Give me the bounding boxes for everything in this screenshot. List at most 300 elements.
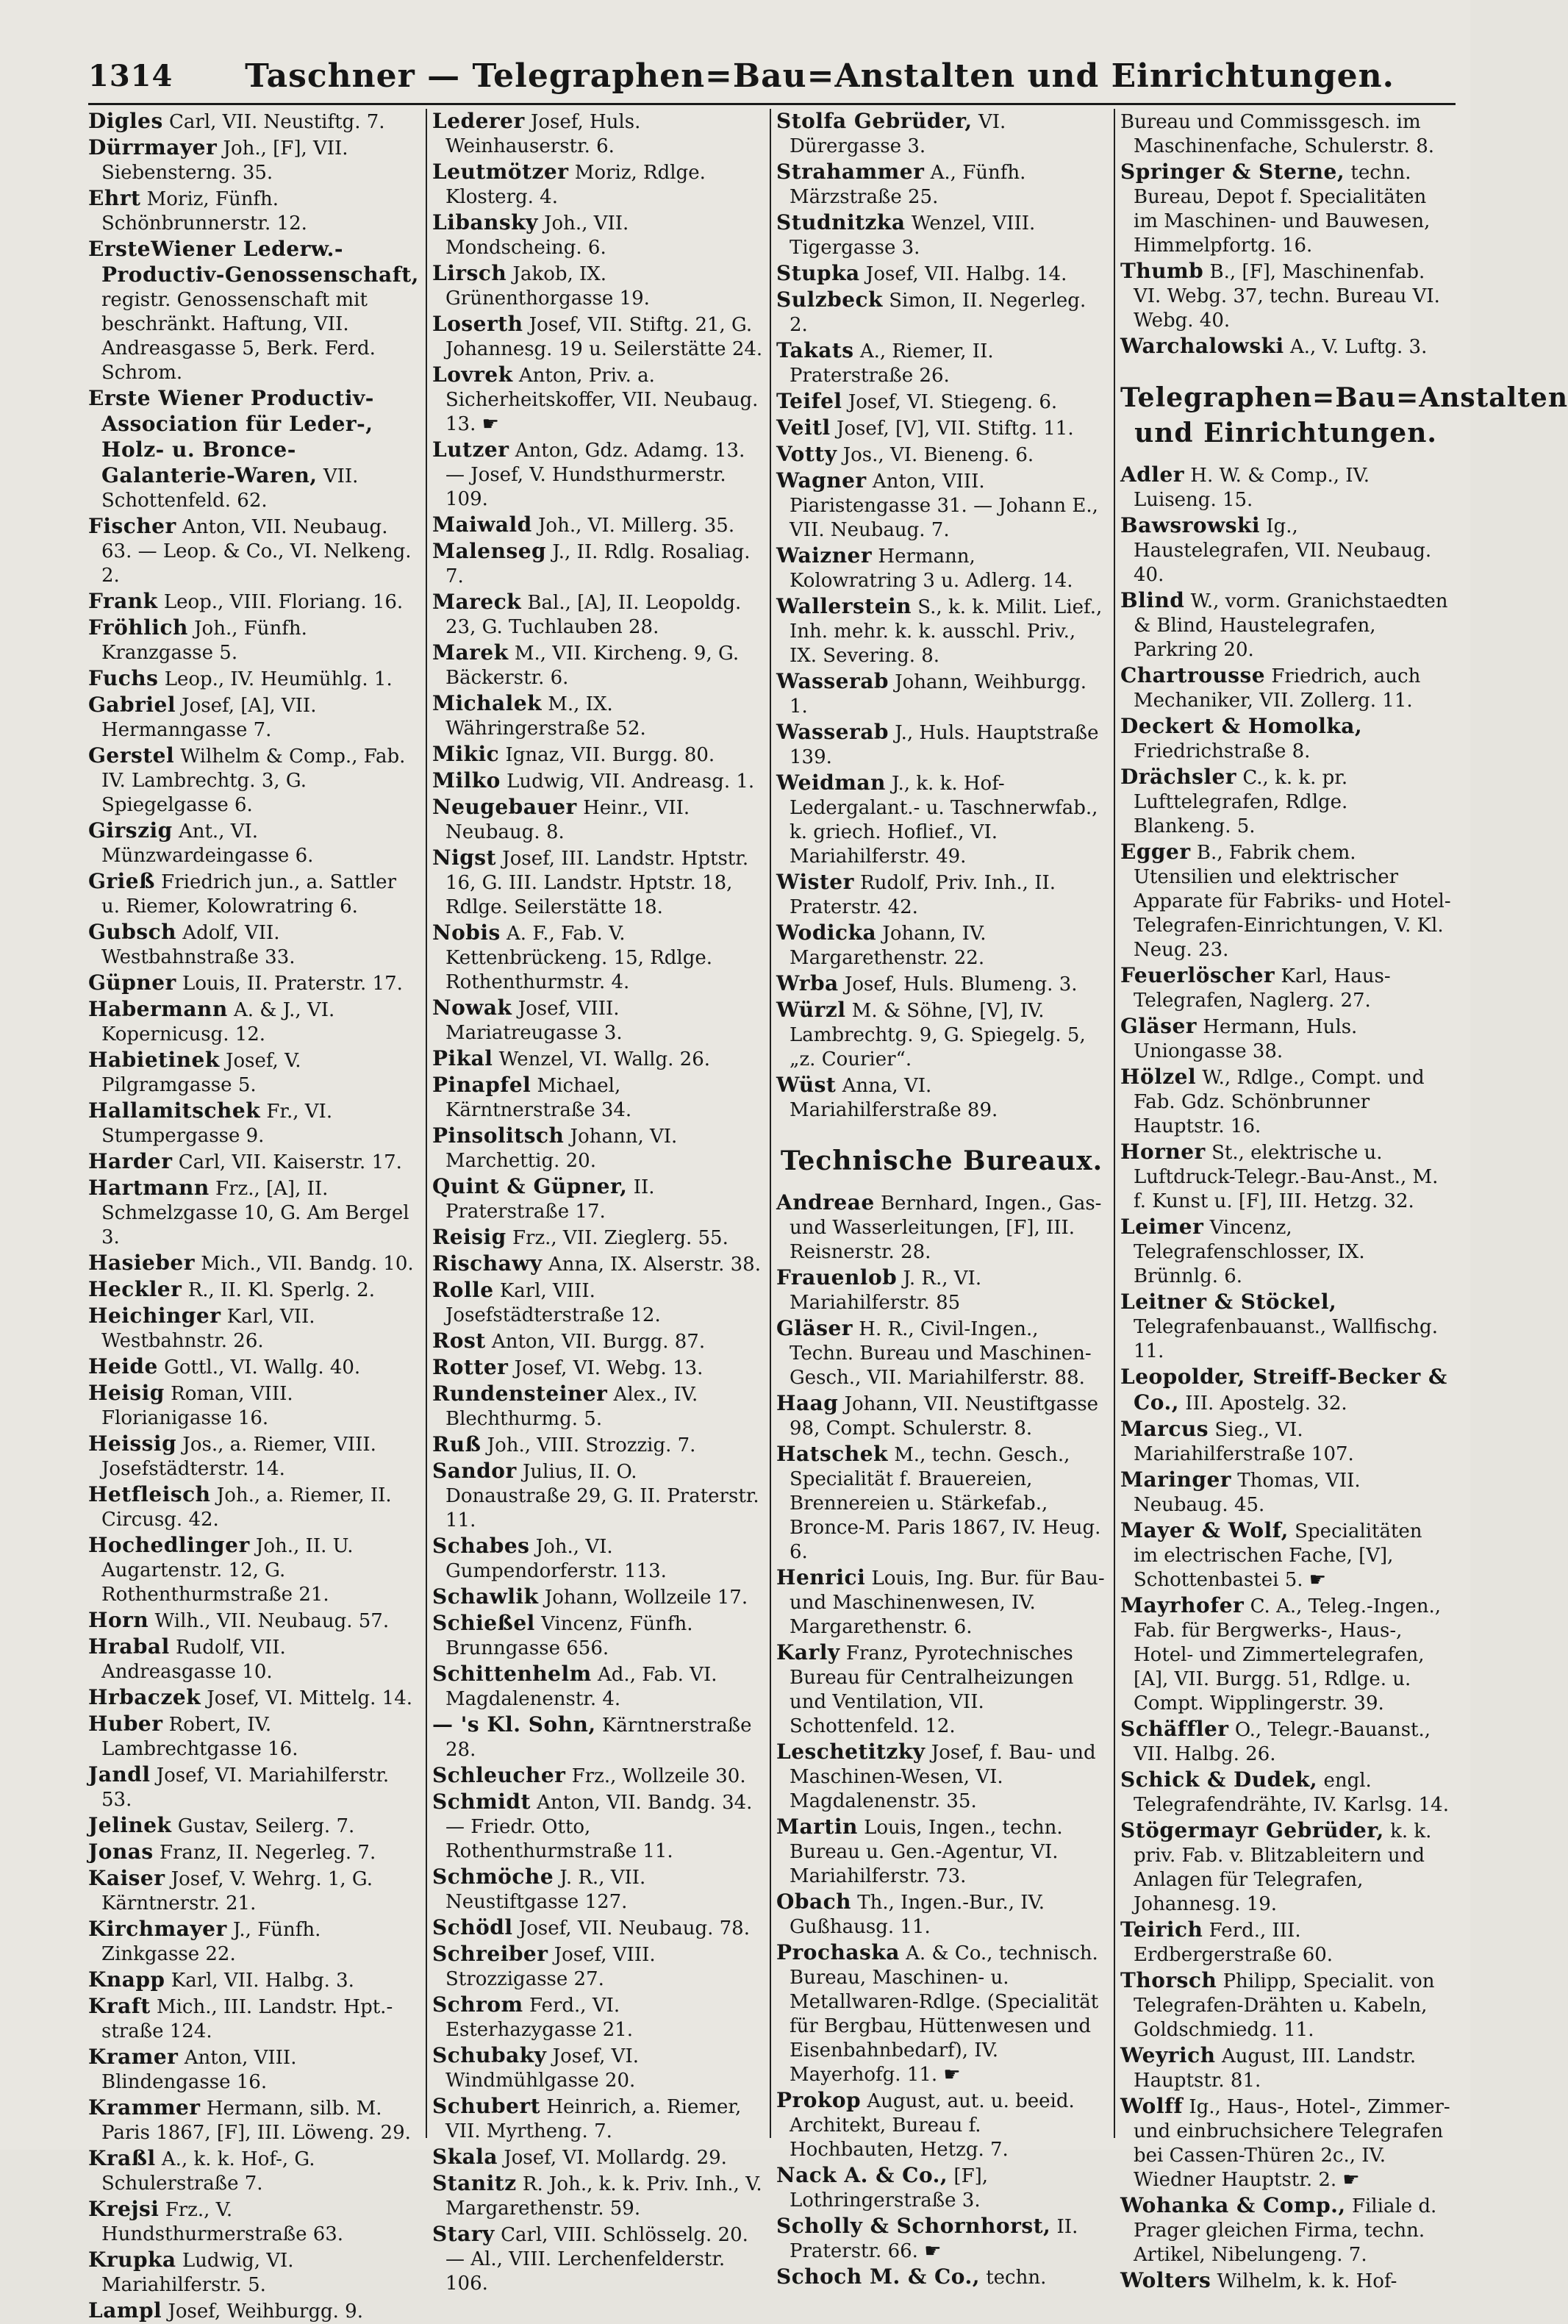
directory-entry [432,210,763,260]
entry-name: Schmidt [432,1790,531,1814]
directory-entry [88,186,419,236]
entry-text: Josef, VI. Mollardg. 29. [504,2147,727,2169]
directory-entry [432,1534,763,1584]
entry-name: Heckler [88,1277,182,1301]
entry-text: Specialitäten im electrischen Fache, [V], Schottenbastei 5. ☛ [1134,1520,1422,1591]
entry-name: Marcus [1120,1417,1209,1441]
entry-name: Lirsch [432,261,507,285]
entry-name: Krejsi [88,2197,160,2221]
entry-name: Sulzbeck [776,287,883,312]
entry-text: Josef, Weihburgg. 9. [168,2300,363,2323]
entry-text: Bernhard, Ingen., Gas- und Wasserleitungen, [F], III. Reisnerstr. 28. [790,1193,1102,1263]
entry-name: Studnitzka [776,210,906,235]
entry-name: Prokop [776,2088,862,2112]
directory-entry [1120,2268,1451,2294]
directory-entry [432,845,763,920]
entry-text: registr. Genossenschaft mit beschränkt. Haftung, VII. Andreasgasse 5, Berk. Ferd. Schrom. [101,289,376,384]
directory-entry [432,691,763,741]
entry-name: Schick & Dudek, [1120,1767,1318,1792]
entry-text: St., elektrische u. Luftdruck-Telegr.-Bau-Anst., M. f. Kunst u. [F], III. Hetzg. 32. [1134,1142,1439,1212]
directory-entry [432,1915,763,1941]
header-rule [88,103,1456,105]
entry-name: Grieß [88,869,155,893]
entry-text: Gottl., VI. Wallg. 40. [164,1356,361,1379]
entry-text: H. R., Civil-Ingen., Techn. Bureau und Maschinen-Gesch., VII. Mariahilferstr. 88. [790,1318,1092,1389]
entry-name: Rost [432,1329,486,1353]
entry-name: Wohanka & Comp., [1120,2193,1346,2217]
entry-text: Hermann, silb. M. Paris 1867, [F], III. Löweng. 29. [101,2098,411,2144]
entry-name: Prochaska [776,1940,900,1964]
entry-text: Alex., IV. Blechthurmg. 5. [445,1384,698,1430]
entry-text: Josef, f. Bau- und Maschinen-Wesen, VI. Magdalenenstr. 35. [790,1742,1096,1812]
entry-name: Hrabal [88,1634,170,1659]
entry-name: Kaiser [88,1866,165,1890]
entry-text: Anton, VII. Neubaug. 63. — Leop. & Co., VI. Nelkeng. 2. [101,516,412,587]
entry-name: Heisig [88,1381,165,1405]
entry-name: Lampl [88,2298,162,2323]
entry-text: Johann, Weihburgg. 1. [790,671,1086,718]
entry-text: A. & J., VI. Kopernicusg. 12. [101,999,335,1045]
directory-entry [776,1073,1107,1123]
entry-name: Lederer [432,109,525,133]
directory-entry [1120,334,1451,360]
entry-name: Loserth [432,312,523,336]
directory-entry [432,1278,763,1328]
entry-text: Filiale d. Prager gleichen Firma, techn. Artikel, Nibelungeng. 7. [1134,2195,1437,2266]
directory-entry [776,594,1107,668]
entry-name: Schawlik [432,1584,539,1609]
entry-text: S., k. k. Milit. Lief., Inh. mehr. k. k. ausschl. Priv., IX. Severing. 8. [790,596,1103,667]
entry-text: Josef, VI. Mariahilferstr. 53. [101,1765,390,1811]
directory-entry [88,2045,419,2095]
entry-name: Gläser [1120,1014,1198,1038]
entry-text: Jos., VI. Bieneng. 6. [842,444,1034,466]
entry-name: Martin [776,1814,858,1839]
directory-entry [88,615,419,665]
entry-text: Josef, V. Pilgramgasse 5. [101,1050,301,1096]
directory-entry [88,1149,419,1175]
directory-entry [1120,1014,1451,1064]
directory-entry [776,1265,1107,1315]
entry-text: techn. [986,2267,1047,2289]
directory-entry [88,1431,419,1481]
entry-name: Schabes [432,1534,530,1558]
entry-text: Frz., Wollzeile 30. [571,1765,746,1787]
entry-name: Nack A. & Co., [776,2163,948,2187]
entry-name: Rischawy [432,1251,543,1276]
entry-text: Rudolf, Priv. Inh., II. Praterstr. 42. [790,872,1056,918]
entry-name: Wasserab [776,669,889,693]
directory-entry [88,693,419,743]
entry-name: Rolle [432,1278,494,1302]
directory-entry [88,2146,419,2196]
directory-entry [776,1640,1107,1739]
entry-name: Nobis [432,920,501,945]
directory-entry [432,795,763,845]
directory-entry [88,818,419,868]
directory-entry [88,1381,419,1431]
directory-entry [432,1459,763,1533]
entry-name: Erste Wiener Productiv-Association für Leder-, Holz- u. Bronce-Galanterie-Waren, [88,386,374,487]
entry-name: Deckert & Homolka, [1120,714,1363,738]
directory-entry [1120,1365,1451,1416]
entry-name: Hochedlinger [88,1533,250,1557]
directory-entry [776,261,1107,287]
entry-name: Wolff [1120,2094,1184,2118]
entry-text: Vincenz, Telegrafenschlosser, IX. Brünnlg. 6. [1134,1217,1365,1287]
entry-name: Heide [88,1354,158,1379]
directory-entry [432,742,763,768]
entry-name: Maiwald [432,512,532,537]
directory-entry [432,590,763,640]
entry-text: Roman, VIII. Florianigasse 16. [101,1383,293,1429]
entry-name: Michalek [432,691,543,715]
entry-text: Joh., a. Riemer, II. Circusg. 42. [101,1484,392,1531]
entry-text: Carl, VIII. Schlösselg. 20. — Al., VIII. Lerchenfelderstr. 106. [445,2224,748,2295]
directory-entry [432,261,763,311]
entry-text: B., [F], Maschinenfab. VI. Webg. 37, techn. Bureau VI. Webg. 40. [1134,261,1440,332]
entry-name: Dürrmayer [88,135,218,160]
entry-name: Mareck [432,590,522,614]
entry-text: B., Fabrik chem. Utensilien und elektrischer Apparate für Fabriks- und Hotel-Telegrafen-Einrichtungen, V. Kl. Neug. 23. [1134,842,1451,961]
entry-name: Krupka [88,2248,176,2272]
entry-text: Philipp, Specialit. von Telegrafen-Drähten u. Kabeln, Goldschmiedg. 11. [1134,1970,1435,2041]
directory-entry [1120,1417,1451,1467]
entry-name: Horner [1120,1140,1206,1164]
entry-name: Karly [776,1640,840,1665]
directory-entry [1120,513,1451,587]
entry-text: Jakob, IX. Grünenthorgasse 19. [445,263,650,310]
directory-entry [1120,663,1451,713]
entry-name: Veitl [776,415,831,440]
entry-name: Henrici [776,1565,866,1590]
column-divider [1114,109,1115,2138]
entry-name: Schäffler [1120,1717,1229,1741]
entry-name: Nowak [432,995,512,1020]
entry-name: Feuerlöscher [1120,963,1275,987]
directory-entry [1120,1140,1451,1214]
entry-name: Schubert [432,2094,541,2118]
entry-name: Kraft [88,1994,151,2018]
directory-entry [776,998,1107,1072]
entry-text: [F], Lothringerstraße 3. [790,2165,989,2212]
entry-text: II. Praterstr. 66. ☛ [790,2216,1078,2262]
directory-entry [432,995,763,1045]
entry-text: August, aut. u. beeid. Architekt, Bureau f. Hochbauten, Hetzg. 7. [790,2090,1075,2161]
directory-entry [1120,1065,1451,1139]
entry-name: Schittenhelm [432,1662,592,1686]
running-title: Taschner — Telegraphen=Bau=Anstalten und Einrichtungen. [245,57,1395,95]
entry-text: J. R., VII. Neustiftgasse 127. [445,1867,646,1913]
directory-entry [776,1814,1107,1889]
column-4 [1120,109,1568,2292]
entry-name: Takats [776,338,854,362]
directory-entry [432,160,763,210]
directory-entry [432,1251,763,1277]
directory-entry [88,1482,419,1532]
entry-text: VII. Schottenfeld. 62. [101,465,359,512]
directory-entry [776,1316,1107,1390]
directory-entry [776,920,1107,970]
section-heading: Telegraphen=Bau=Anstalten und Einrichtungen. [1120,382,1568,448]
directory-entry [776,543,1107,593]
directory-entry [432,1864,763,1914]
directory-entry [432,312,763,362]
directory-entry [776,1442,1107,1565]
directory-entry [1120,1593,1451,1716]
entry-text: Joh., Fünfh. Kranzgasse 5. [101,618,307,664]
entry-text: Karl, VII. Halbg. 3. [171,1970,354,1992]
entry-text: Kärntnerstraße 28. [445,1715,752,1761]
entry-text: Wilhelm, k. k. Hof- [1217,2270,1397,2292]
entry-name: Schreiber [432,1942,548,1966]
entry-name: Weyrich [1120,2043,1216,2067]
directory-entry [432,109,763,159]
entry-name: Jelinek [88,1813,172,1837]
entry-name: Chartrousse [1120,663,1266,687]
entry-text: techn. Bureau, Depot f. Specialitäten im Maschinen- und Bauwesen, Himmelpfortg. 16. [1134,162,1431,257]
entry-name: Springer & Sterne, [1120,160,1345,184]
entry-name: Pikal [432,1046,493,1070]
entry-name: Schleucher [432,1763,566,1787]
entry-name: Mayrhofer [1120,1593,1245,1617]
entry-name: Jandl [88,1762,151,1787]
entry-name: Maringer [1120,1467,1232,1492]
directory-entry [1120,1518,1451,1592]
entry-text: Josef, VI. Webg. 13. [514,1357,704,1379]
directory-entry [776,389,1107,415]
entry-name: Hartmann [88,1176,210,1200]
directory-entry [88,1866,419,1916]
entry-name: Fischer [88,514,176,538]
entry-text: Simon, II. Negerleg. 2. [790,290,1086,336]
directory-entry [776,160,1107,210]
entry-text: II. Praterstraße 17. [445,1176,655,1223]
entry-text: Adolf, VII. Westbahnstraße 33. [101,922,296,968]
directory-entry [776,720,1107,770]
entry-name: Votty [776,442,837,466]
entry-name: Leschetitzky [776,1740,926,1764]
entry-text: J. R., VI. Mariahilferstr. 85 [790,1268,982,1314]
entry-name: Knapp [88,1967,165,1992]
directory-entry [776,1190,1107,1265]
entry-name: Huber [88,1712,163,1736]
entry-name: Girszig [88,818,173,843]
entry-text: Wenzel, VI. Wallg. 26. [498,1048,710,1070]
entry-text: Josef, V. Wehrg. 1, G. Kärntnerstr. 21. [101,1868,373,1914]
entry-text: Louis, Ing. Bur. für Bau- und Maschinenwesen, IV. Margarethenstr. 6. [790,1567,1105,1638]
directory-entry [776,669,1107,719]
directory-entry [432,1992,763,2042]
entry-text: Wenzel, VIII. Tigergasse 3. [790,212,1036,259]
entry-name: Blind [1120,588,1185,612]
directory-entry [88,1917,419,1967]
entry-name: Leimer [1120,1215,1204,1239]
entry-text: M. & Söhne, [V], IV. Lambrechtg. 9, G. Spiegelg. 5, „z. Courier“. [790,1000,1086,1070]
entry-name: Stögermayr Gebrüder, [1120,1818,1384,1842]
directory-entry [1120,259,1451,333]
directory-entry [432,1790,763,1864]
entry-text: C., k. k. pr. Lufttelegrafen, Rdlge. Blankeng. 5. [1134,767,1348,837]
entry-text: Sieg., VI. Mariahilferstraße 107. [1134,1419,1354,1465]
entry-text: Vincenz, Fünfh. Brunngasse 656. [445,1613,693,1659]
entry-text: Wilh., VII. Neubaug. 57. [154,1610,390,1632]
entry-text: Bal., [A], II. Leopoldg. 23, G. Tuchlauben 28. [445,592,742,638]
entry-text: W., Rdlge., Compt. und Fab. Gdz. Schönbrunner Hauptstr. 16. [1134,1067,1425,1137]
directory-entry [776,971,1107,997]
directory-entry [1120,109,1451,159]
directory-entry [776,1565,1107,1640]
entry-text: Moriz, Fünfh. Schönbrunnerstr. 12. [101,188,307,235]
directory-entry [88,1533,419,1607]
directory-entry [88,1813,419,1839]
entry-name: Wolters [1120,2268,1211,2292]
entry-name: Wrba [776,971,839,995]
directory-entry [432,2043,763,2093]
entry-name: Würzl [776,998,846,1022]
entry-name: Leopolder, Streiff-Becker & Co., [1120,1365,1447,1415]
directory-entry [88,920,419,970]
directory-entry [88,109,419,135]
directory-entry [432,1123,763,1173]
entry-name: Mikic [432,742,500,766]
entry-name: Egger [1120,840,1191,864]
directory-entry [1120,160,1451,258]
entry-text: M., techn. Gesch., Specialität f. Brauereien, Brennereien u. Stärkefab., Bronce-M. Paris 1867, IV. Heug. 6. [790,1444,1101,1563]
entry-text: Friedrich, auch Mechaniker, VII. Zollerg. 11. [1134,665,1421,712]
entry-name: Stupka [776,261,860,285]
entry-text: A., Riemer, II. Praterstraße 26. [790,340,994,387]
directory-entry [1120,714,1451,764]
entry-text: R. Joh., k. k. Priv. Inh., V. Margarethenstr. 59. [445,2173,762,2220]
directory-entry [432,2094,763,2144]
entry-text: Julius, II. O. Donaustraße 29, G. II. Praterstr. 11. [445,1461,759,1531]
entry-name: Lutzer [432,437,509,462]
entry-name: Marek [432,640,509,665]
directory-entry [432,1942,763,1992]
entry-text: J., Huls. Hauptstraße 139. [790,722,1099,768]
directory-entry [776,210,1107,260]
entry-name: — 's Kl. Sohn, [432,1712,596,1737]
directory-entry [432,1225,763,1251]
entry-text: Ferd., III. Erdbergerstraße 60. [1134,1920,1333,1966]
directory-entry [88,135,419,185]
directory-entry [88,970,419,996]
entry-name: Wasserab [776,720,889,744]
directory-entry [1120,840,1451,962]
entry-text: Joh., VI. Millerg. 35. [538,515,735,537]
entry-name: Habermann [88,997,228,1021]
entry-name: Schoch M. & Co., [776,2264,980,2289]
directory-entry [776,109,1107,159]
entry-text: R., II. Kl. Sperlg. 2. [187,1279,375,1301]
directory-entry [776,2163,1107,2213]
directory-entry [776,1740,1107,1814]
entry-name: Habietinek [88,1048,220,1072]
entry-name: Wallerstein [776,594,912,618]
entry-name: Stary [432,2222,495,2246]
entry-text: Rudolf, VII. Andreasgasse 10. [101,1637,286,1683]
entry-name: Wüst [776,1073,837,1097]
directory-entry [88,1967,419,1993]
entry-text: Karl, VII. Westbahnstr. 26. [101,1306,315,1352]
directory-entry [88,2298,419,2324]
entry-name: Horn [88,1608,149,1632]
page-number: 1314 [88,59,173,93]
entry-name: Hasieber [88,1251,195,1275]
entry-name: Fröhlich [88,615,188,640]
entry-name: Gubsch [88,920,177,944]
entry-text: Anton, VII. Bandg. 34. — Friedr. Otto, Rothenthurmstraße 11. [445,1792,753,1862]
entry-name: Gabriel [88,693,176,717]
directory-entry [776,2088,1107,2162]
directory-entry [432,437,763,512]
directory-entry [432,1763,763,1789]
entry-text: A., V. Luftg. 3. [1289,336,1428,358]
entry-text: M., VII. Kircheng. 9, G. Bäckerstr. 6. [445,643,740,689]
directory-entry [1120,2094,1451,2192]
entry-name: Hrbaczek [88,1685,201,1709]
directory-entry [88,1304,419,1354]
entry-text: Johann, Wollzeile 17. [544,1587,748,1609]
entry-name: Fuchs [88,666,159,690]
entry-name: Pinapfel [432,1073,531,1097]
directory-entry [88,386,419,513]
directory-entry [432,1073,763,1123]
entry-name: Leitner & Stöckel, [1120,1290,1337,1314]
entry-text: Josef, VIII. Strozzigasse 27. [445,1944,656,1990]
entry-name: Stanitz [432,2171,517,2195]
entry-name: Waizner [776,543,873,568]
directory-entry [432,1432,763,1458]
entry-text: Leop., VIII. Floriang. 16. [163,591,404,613]
entry-text: Mich., VII. Bandg. 10. [201,1253,414,1275]
entry-text: Josef, VIII. Mariatreugasse 3. [445,998,623,1044]
entry-text: Louis, II. Praterstr. 17. [182,973,403,995]
entry-name: Wister [776,870,854,894]
entry-text: A., k. k. Hof-, G. Schulerstraße 7. [101,2148,315,2195]
entry-name: Kraßl [88,2146,156,2170]
entry-name: Gläser [776,1316,853,1340]
entry-text: Carl, VII. Kaiserstr. 17. [178,1151,402,1173]
entry-text: H. W. & Comp., IV. Luiseng. 15. [1134,465,1370,511]
directory-entry [88,237,419,385]
entry-text: Josef, [A], VII. Hermanngasse 7. [101,695,317,741]
entry-name: Wagner [776,468,867,493]
entry-text: Anna, IX. Alserstr. 38. [548,1254,761,1276]
entry-name: Hölzel [1120,1065,1197,1089]
entry-name: Lovrek [432,362,513,387]
entry-text: J., II. Rdlg. Rosaliag. 7. [445,541,751,587]
directory-entry [432,539,763,589]
entry-text: J., k. k. Hof-Ledergalant.- u. Taschnerwfab., k. griech. Hoflief., VI. Mariahilferstr. 49. [790,773,1098,868]
entry-text: Josef, VI. Mittelg. 14. [207,1687,413,1709]
directory-entry [88,1712,419,1762]
entry-text: Joh., VI. Gumpendorferstr. 113. [445,1536,667,1582]
entry-text: Thomas, VII. Neubaug. 45. [1134,1470,1361,1516]
entry-name: Malenseg [432,539,547,563]
entry-text: Mich., III. Landstr. Hpt.-straße 124. [101,1996,393,2042]
entry-name: Teifel [776,389,842,413]
entry-text: Josef, VI. Windmühlgasse 20. [445,2045,639,2092]
entry-text: Carl, VII. Neustiftg. 7. [168,111,385,133]
directory-entry [88,869,419,919]
entry-text: Ludwig, VI. Mariahilferstr. 5. [101,2250,294,2296]
entry-text: W., vorm. Granichstaedten & Blind, Haustelegrafen, Parkring 20. [1134,590,1448,661]
entry-name: Heissig [88,1431,177,1456]
directory-entry [432,920,763,995]
entry-name: Strahammer [776,160,925,184]
